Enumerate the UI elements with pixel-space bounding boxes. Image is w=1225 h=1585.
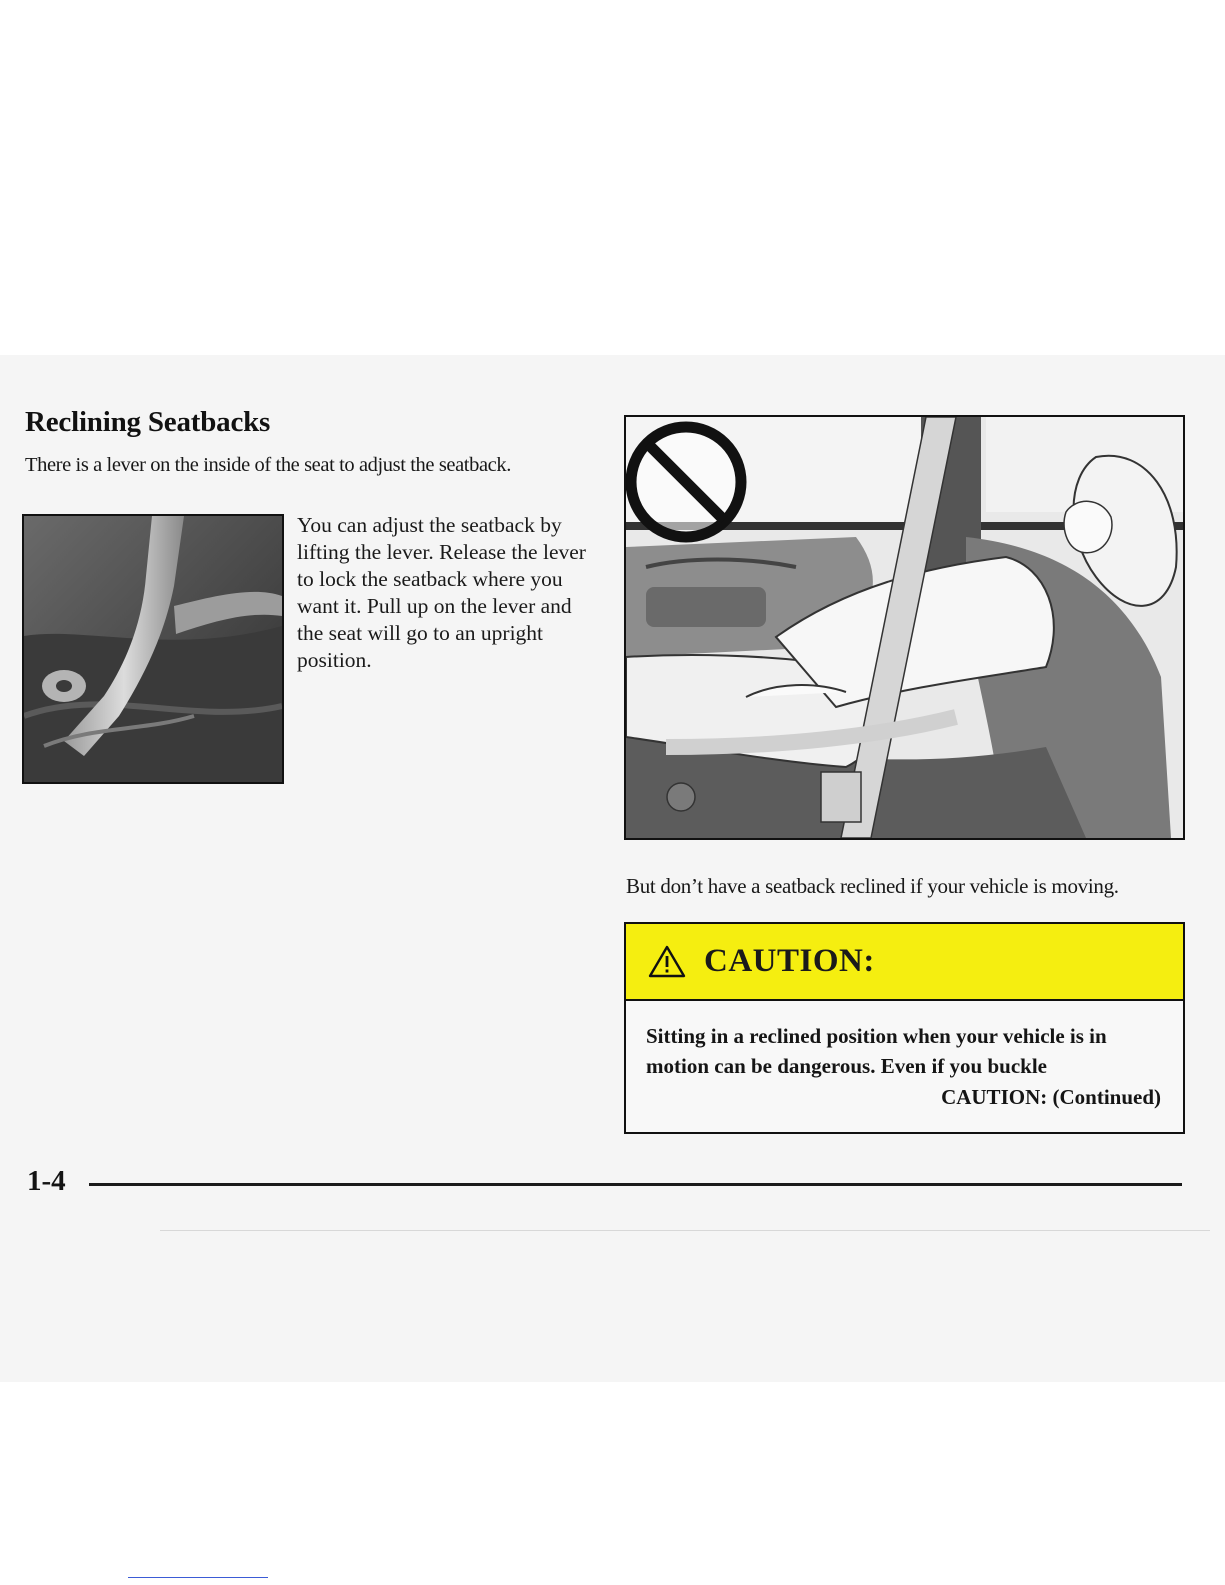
reclined-passenger-illustration <box>624 415 1185 840</box>
seat-lever-photo <box>22 514 284 784</box>
section-heading: Reclining Seatbacks <box>25 406 271 438</box>
warning-triangle-icon <box>648 945 686 978</box>
page-number: 1-4 <box>27 1165 66 1197</box>
reclined-seat-drawing <box>626 417 1183 838</box>
caution-body: Sitting in a reclined position when your vehicle is in motion can be dangerous. Even if you buckle <box>646 1024 1107 1078</box>
caution-header <box>626 924 1183 1001</box>
prohibition-icon <box>631 427 741 537</box>
lever-instructions: You can adjust the seatback by lifting the lever. Release the lever to lock the seatback where you want it. Pull up on the lever and the seat will go to an upright position. <box>297 513 586 672</box>
caution-continued: CAUTION: (Continued) <box>941 1085 1161 1109</box>
seat-lever-illustration <box>24 516 282 782</box>
footer-rule <box>89 1183 1182 1186</box>
intro-text: There is a lever on the inside of the seat to adjust the seatback. <box>25 454 511 476</box>
caution-box <box>624 922 1185 1134</box>
bottom-link-underline <box>128 1577 268 1578</box>
caution-title: CAUTION: <box>704 943 875 979</box>
moving-vehicle-warning: But don’t have a seatback reclined if your vehicle is moving. <box>626 874 1119 898</box>
scan-artifact-line <box>160 1230 1210 1231</box>
